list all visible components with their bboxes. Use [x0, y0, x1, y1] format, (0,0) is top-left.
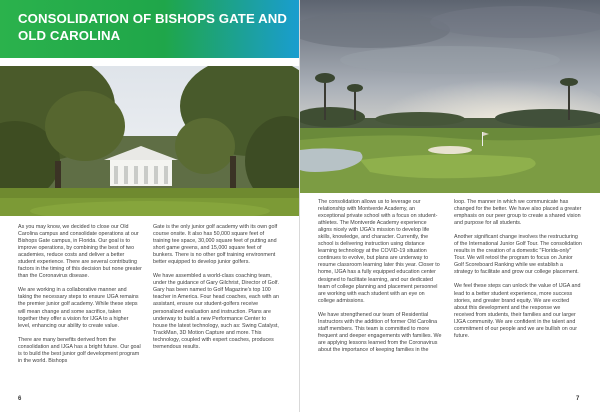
right-column-1 — [318, 199, 442, 361]
paragraph: We are working in a collaborative manner and taking the necessary steps to ensure IJGA remains the premier junior golf academy. While these steps will mean change and some sacrifice, taken together they offer a vision for IJGA to a higher level, enhancing our ability to create value. — [18, 287, 139, 329]
paragraph: loop. The manner in which we communicate has changed for the better. We have also placed a greater emphasis on our peer group to create a shared vision and purpose for all students. — [454, 199, 582, 227]
left-column-1 — [18, 224, 142, 372]
page-title: CONSOLIDATION OF BISHOPS GATE AND OLD CAROLINA — [18, 11, 288, 43]
left-page — [0, 0, 299, 412]
paragraph: There are many benefits derived from the consolidation and IJGA has a bright future. Our goal is to build the best junior golf development program in the world. Bishops — [18, 336, 141, 364]
paragraph: The consolidation allows us to leverage our relationship with Montverde Academy, an exceptional private school with a focus on student-athletes. The Montverde Academy experience aligns nicely with IJGA's mission to develop life skills, knowledge, and character. Currently, the school is delivering instruction using distance learning technology at the COVID-19 situation continues to evolve, but plans are underway to resume classroom learning later this year. Closer to home, IJGA has a fully equipped education center designed to facilitate learning, and our dedicated team of college planning and placement personnel are working with each student with an eye on college admissions. — [318, 199, 440, 304]
title-banner — [0, 0, 299, 58]
right-page — [300, 0, 600, 412]
left-column-2 — [153, 224, 281, 358]
right-column-2 — [454, 199, 582, 347]
clubhouse-photo — [0, 66, 299, 216]
page-number: 6 — [18, 396, 22, 402]
paragraph: We have strengthened our team of Residential Instructors with the addition of former Old Carolina staff members. This team is committed to more frequent and deeper engagements with families. We are applying lessons learned from the Coronavirus about the importance of keeping families in the — [318, 311, 442, 353]
paragraph: Gate is the only junior golf academy with its own golf course onsite. It also has 50,000 square feet of training tee space, 30,000 square feet of putting and short game greens, and 15,000 square feet of bunkers. There is no other golf training environment better equipped to develop junior golfers. — [153, 224, 278, 266]
page-number: 7 — [576, 396, 580, 402]
paragraph: Another significant change involves the restructuring of the International Junior Golf Tour. The consolidation results in the creation of a domestic "Florida-only" Tour. We will retool the program to focus on Junior Golf Scoreboard Ranking while we establish a strategy to facilitate and grow our college placement. — [454, 234, 582, 276]
golf-course-photo — [300, 0, 600, 193]
paragraph: We feel these steps can unlock the value of IJGA and lead to a better student experience, more success stories, and greater brand equity. We are excited about this development and the response we received from students, their families and our larger IJGA community. We are confident in the talent and commitment of our people and we are bullish on our future. — [454, 283, 581, 339]
paragraph: As you may know, we decided to close our Old Carolina campus and consolidate operations at our Bishops Gate campus, in Florida. Our goal is to improve operations, by combining the best of two academies, reduce costs and deliver a better student experience. There are several contributing factors in the timing of this decision but none greater than the Coronavirus disease. — [18, 224, 142, 280]
paragraph: We have assembled a world-class coaching team, under the guidance of Gary Gilchrist, Director of Golf. Gary has been named to Golf Magazine's top 100 teacher in America. Four head coaches, each with an assistant, ensure our student-golfers receive personalized evaluation and instruction. Plans are underway to build a new Performance Center to house the latest technology, such as: Swing Catalyst, TrackMan, 3D Motion Capture and more. This technology, coupled with expert coaches, produces tremendous results. — [153, 273, 279, 350]
